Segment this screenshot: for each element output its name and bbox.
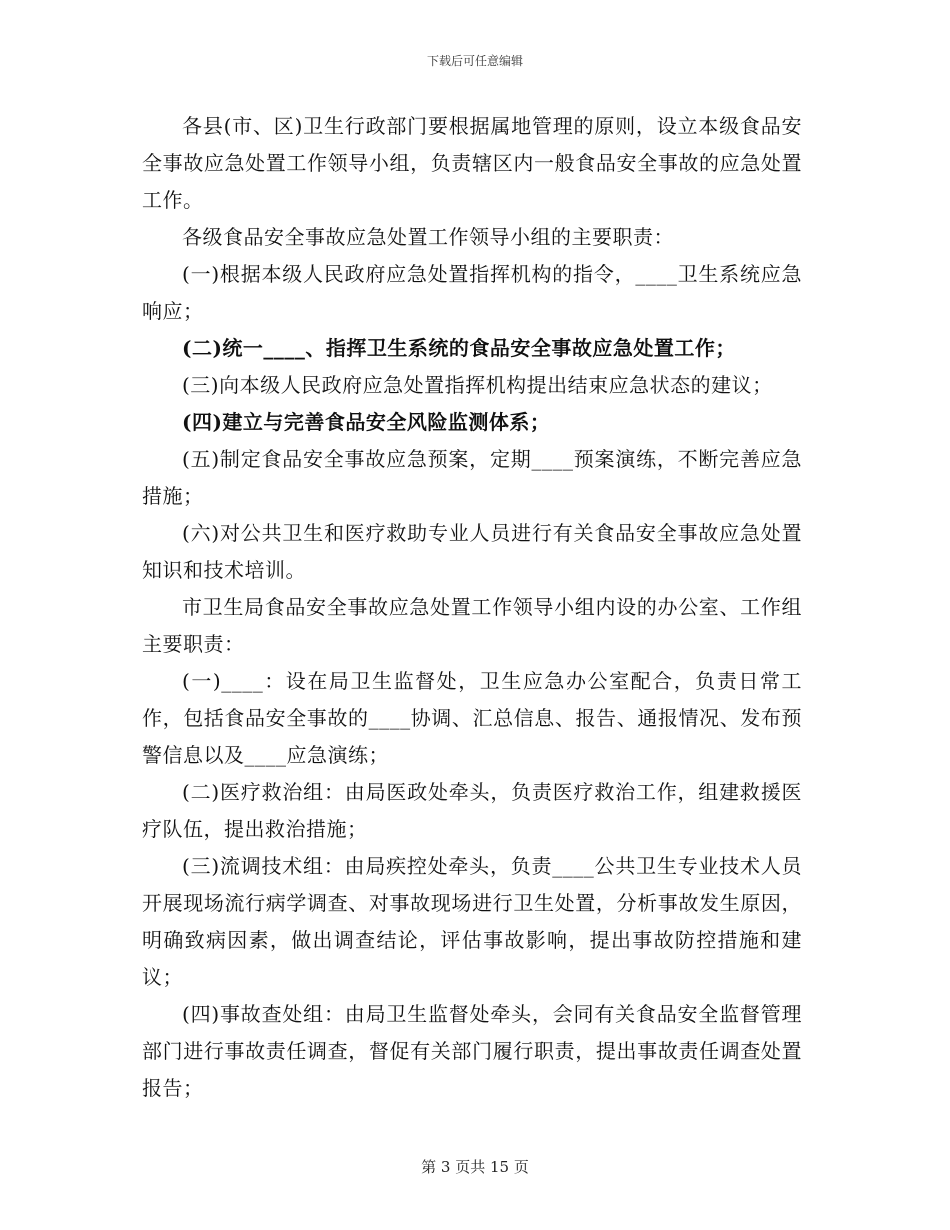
paragraph: (三)流调技术组：由局疾控处牵头，负责____公共卫生专业技术人员开展现场流行病学调查、对事故现场进行卫生处置，分析事故发生原因，明确致病因素，做出调查结论，评估事故影响，提出事故防控措施和建议；	[142, 854, 802, 989]
paragraph: (四)事故查处组：由局卫生监督处牵头，会同有关食品安全监督管理部门进行事故责任调查，督促有关部门履行职责，提出事故责任调查处置报告；	[142, 1002, 802, 1100]
page-number: 第 3 页共 15 页	[421, 1158, 529, 1176]
paragraph: (六)对公共卫生和医疗救助专业人员进行有关食品安全事故应急处置知识和技术培训。	[142, 521, 802, 582]
paragraph: (一)____：设在局卫生监督处，卫生应急办公室配合，负责日常工作，包括食品安全事故的____协调、汇总信息、报告、通报情况、发布预警信息以及____应急演练；	[142, 669, 802, 767]
paragraph: (一)根据本级人民政府应急处置指挥机构的指令，____卫生系统应急响应；	[142, 262, 802, 323]
paragraph-bold: (四)建立与完善食品安全风险监测体系；	[182, 410, 551, 434]
document-body	[142, 108, 802, 1107]
paragraph: (三)向本级人民政府应急处置指挥机构提出结束应急状态的建议；	[182, 373, 773, 397]
paragraph: 市卫生局食品安全事故应急处置工作领导小组内设的办公室、工作组主要职责：	[142, 595, 802, 656]
paragraph: 各级食品安全事故应急处置工作领导小组的主要职责：	[182, 225, 674, 249]
paragraph: 各县(市、区)卫生行政部门要根据属地管理的原则，设立本级食品安全事故应急处置工作领导小组，负责辖区内一般食品安全事故的应急处置工作。	[142, 114, 802, 212]
page-header-note: 下载后可任意编辑	[426, 54, 523, 68]
paragraph-bold: (二)统一____、指挥卫生系统的食品安全事故应急处置工作；	[182, 336, 736, 360]
paragraph: (二)医疗救治组：由局医政处牵头，负责医疗救治工作，组建救援医疗队伍，提出救治措施；	[142, 780, 802, 841]
paragraph: (五)制定食品安全事故应急预案，定期____预案演练，不断完善应急措施；	[142, 447, 802, 508]
